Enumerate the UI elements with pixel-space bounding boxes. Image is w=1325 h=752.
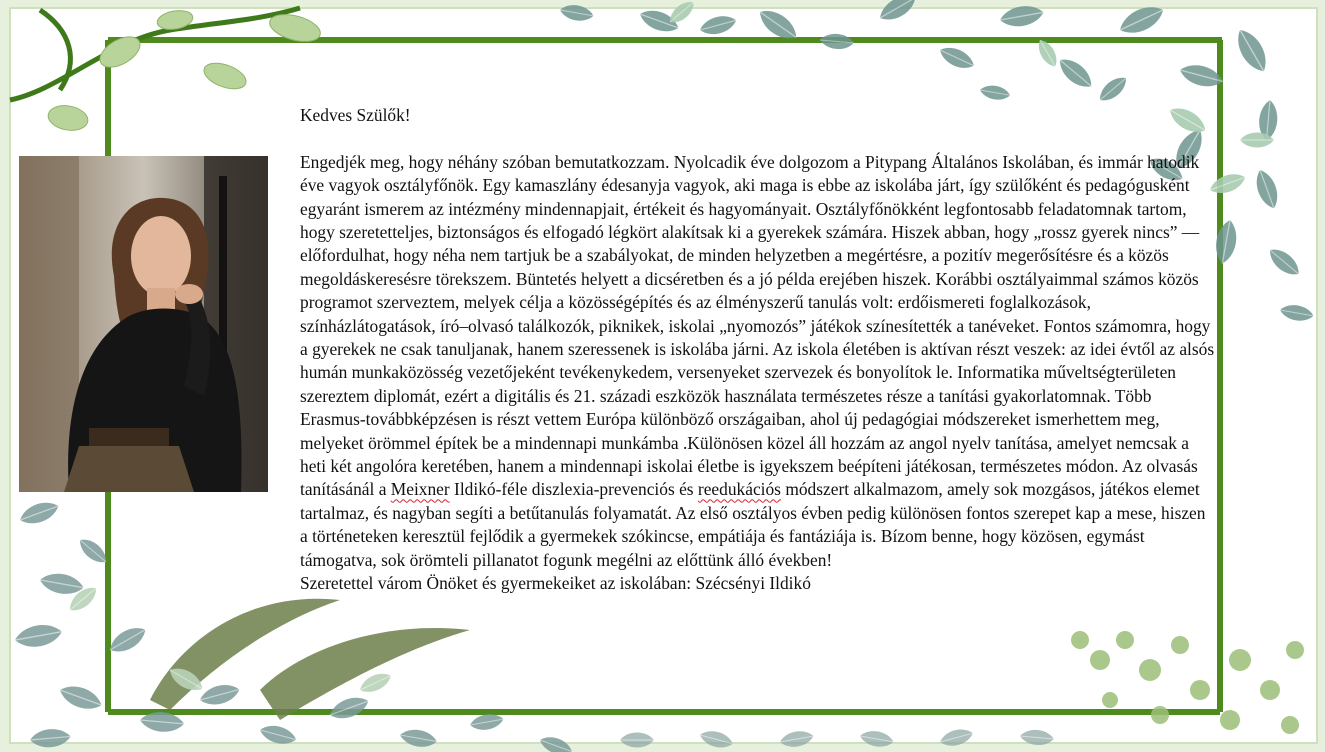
letter-body	[300, 104, 1215, 596]
spellcheck-word-meixner: Meixner	[390, 479, 450, 500]
greeting: Kedves Szülők!	[300, 105, 411, 125]
closing-line: Szeretettel várom Önöket és gyermekeiket az iskolában: Szécsényi Ildikó	[300, 573, 811, 594]
paragraph-text-part-3: módszert alkalmazom, amely sok mozgásos, játékos elemet tartalmaz, és nagyban segíti a betűtanulás folyamatát. Az első osztályos évben pedig különösen fontos szerepet kap a mese, hiszen a történeteken keresztül fejlődik a gyermekek szókincse, empátiája és fantáziája is. Bízom benne, hogy közösen, egymást támogatva, sok örömteli pillanatot fogunk megélni az előttünk álló években!	[300, 479, 1206, 570]
spellcheck-word-reedukacios: reedukációs	[697, 479, 781, 500]
letter-paragraph	[300, 151, 1215, 572]
teacher-portrait-photo	[19, 156, 268, 492]
paragraph-text-part-1: Engedjék meg, hogy néhány szóban bemutatkozzam. Nyolcadik éve dolgozom a Pitypang Általános Iskolában, és immár hatodik éve vagyok osztályfőnök. Egy kamaszlány édesanyja vagyok, aki maga is ebbe az iskolába járt, így szülőként és pedagógusként egyaránt ismerem az intézmény mindennapjait, értékeit és hagyományait. Osztályfőnökként legfontosabb feladatomnak tartom, hogy szeretetteljes, biztonságos és elfogadó légkört alakítsak ki a gyerekek számára. Hiszek abban, hogy „rossz gyerek nincs” — előfordulhat, hogy néha nem tartjuk be a szabályokat, de minden helyzetben a megértésre, a pozitív megerősítésre és a közös megoldáskeresésre törekszem. Büntetés helyett a dicséretben és a jó példa erejében hiszek. Korábbi osztályaimmal számos közös programot szerveztem, melyek célja a közösségépítés és az élményszerű tanulás volt: erdőismereti foglalkozások, színházlátogatások, író–olvasó találkozók, piknikek, iskolai „nyomozós” játékok színesítették a tanéveket. Fontos számomra, hogy a gyerekek ne csak tanuljanak, hanem szeressenek is iskolába járni. Az iskola életében is aktívan részt veszek: az idei évtől az alsós humán munkaközösség vezetőjeként tevékenykedem, versenyeket szervezek és bonyolítok le. Informatika műveltségterületen szereztem diplomát, ezért a digitális és 21. századi eszközök használata természetes része a tanítási gyakorlatomnak. Több Erasmus-továbbképzésen is részt vettem Európa különböző országaiban, ahol új pedagógiai módszereket ismerhettem meg, melyeket örömmel építek be a mindennapi munkámba .Különösen közel áll hozzám az angol nyelv tanítása, amelyet nemcsak a heti két angolóra keretében, hanem a mindennapi iskolai életbe is igyekszem beépíteni játékosan, természetes módon. Az olvasás tanításánál a	[300, 151, 1215, 500]
paragraph-text-part-2: Ildikó-féle diszlexia-prevenciós és	[449, 479, 698, 500]
